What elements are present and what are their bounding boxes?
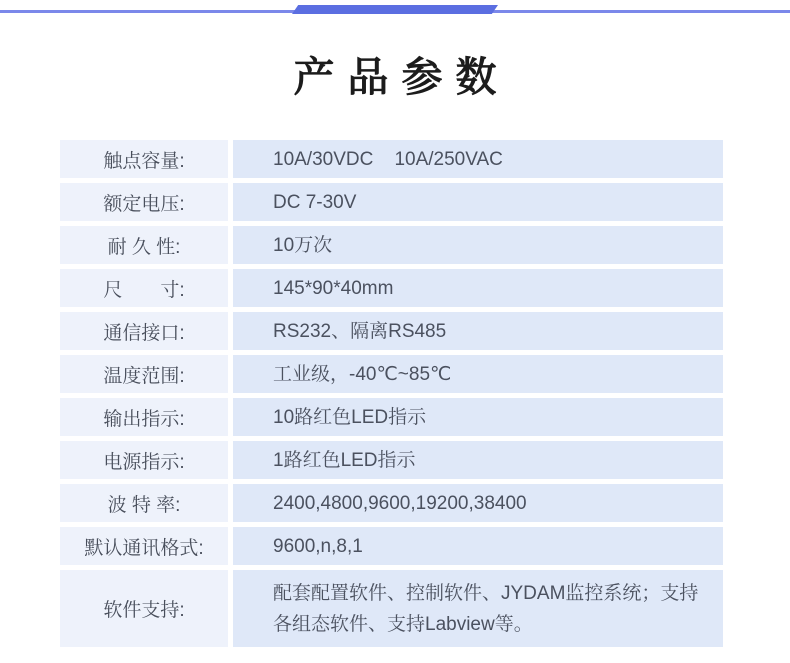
spec-label: 软件支持: bbox=[60, 570, 228, 647]
spec-value: DC 7-30V bbox=[233, 183, 723, 221]
spec-value: 10路红色LED指示 bbox=[233, 398, 723, 436]
spec-value: 10A/30VDC 10A/250VAC bbox=[233, 140, 723, 178]
spec-value: 配套配置软件、控制软件、JYDAM监控系统；支持各组态软件、支持Labview等。 bbox=[233, 570, 723, 647]
spec-value: 工业级，-40℃~85℃ bbox=[233, 355, 723, 393]
spec-label: 温度范围: bbox=[60, 355, 228, 393]
spec-row-temp-range bbox=[60, 355, 723, 393]
spec-row-durability bbox=[60, 226, 723, 264]
spec-value: 2400,4800,9600,19200,38400 bbox=[233, 484, 723, 522]
spec-value: 145*90*40mm bbox=[233, 269, 723, 307]
spec-row-rated-voltage bbox=[60, 183, 723, 221]
spec-value: RS232、隔离RS485 bbox=[233, 312, 723, 350]
spec-label: 尺 寸: bbox=[60, 269, 228, 307]
spec-table bbox=[60, 140, 723, 647]
page-title: 产品参数 bbox=[293, 54, 510, 100]
spec-row-contact-capacity bbox=[60, 140, 723, 178]
spec-row-output-indicator bbox=[60, 398, 723, 436]
spec-value: 1路红色LED指示 bbox=[233, 441, 723, 479]
spec-row-default-comm-format bbox=[60, 527, 723, 565]
header-accent-bar bbox=[292, 5, 498, 14]
spec-label: 输出指示: bbox=[60, 398, 228, 436]
spec-row-power-indicator bbox=[60, 441, 723, 479]
spec-row-comm-interface bbox=[60, 312, 723, 350]
spec-label: 默认通讯格式: bbox=[60, 527, 228, 565]
spec-row-dimensions bbox=[60, 269, 723, 307]
spec-row-baud-rate bbox=[60, 484, 723, 522]
spec-label: 波 特 率: bbox=[60, 484, 228, 522]
spec-label: 耐 久 性: bbox=[60, 226, 228, 264]
spec-label: 额定电压: bbox=[60, 183, 228, 221]
spec-label: 通信接口: bbox=[60, 312, 228, 350]
spec-row-software-support bbox=[60, 570, 723, 647]
spec-label: 电源指示: bbox=[60, 441, 228, 479]
spec-value: 9600,n,8,1 bbox=[233, 527, 723, 565]
spec-value: 10万次 bbox=[233, 226, 723, 264]
spec-label: 触点容量: bbox=[60, 140, 228, 178]
